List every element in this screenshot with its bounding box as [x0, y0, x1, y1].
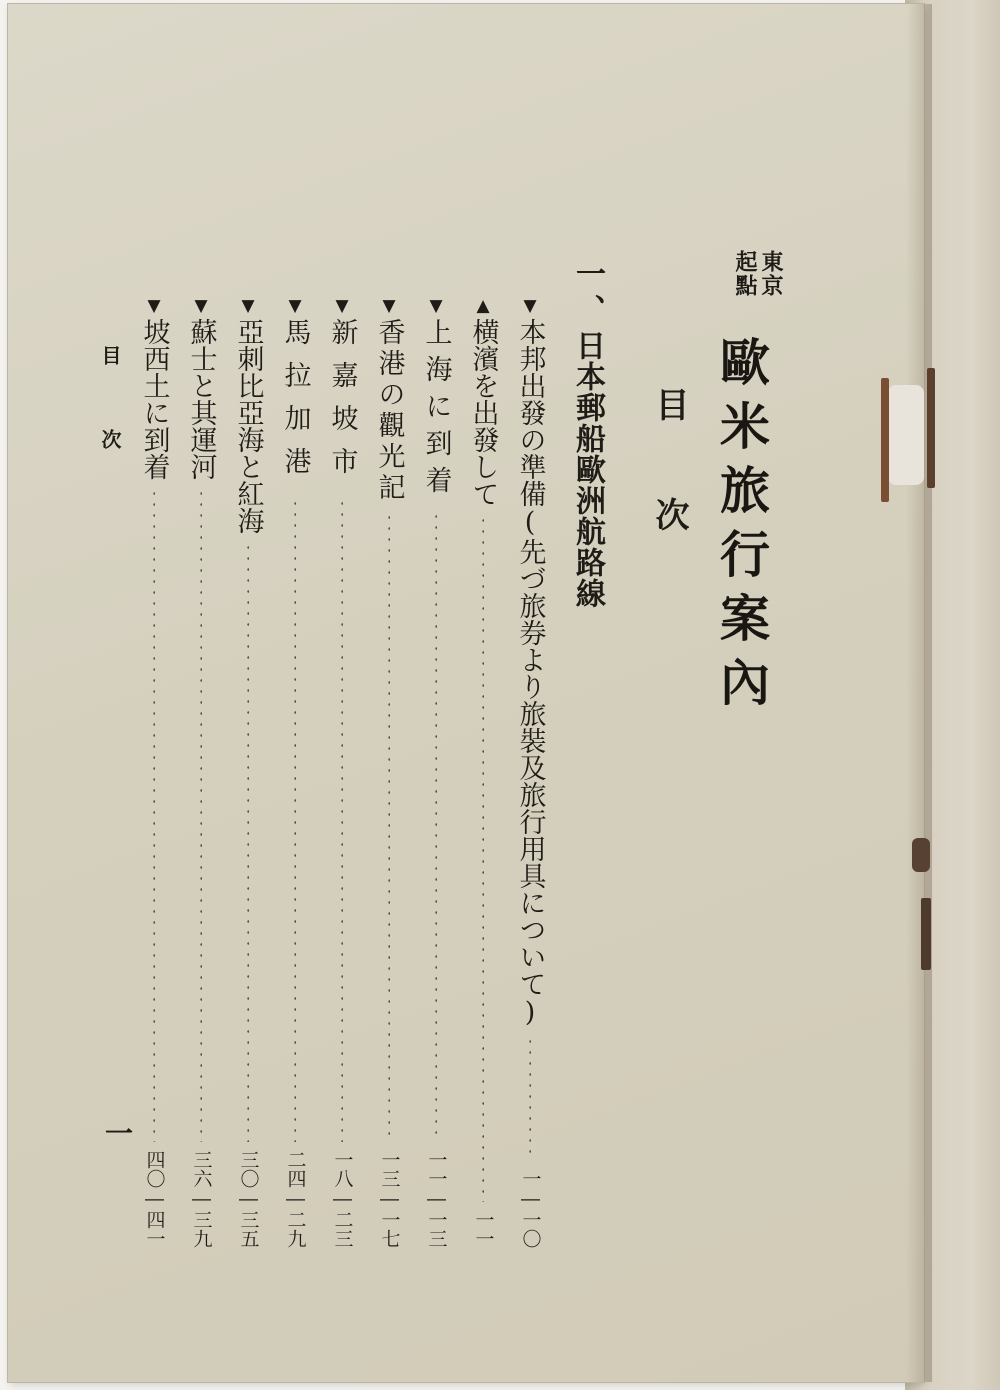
toc-entry — [322, 298, 362, 1248]
toc-entry-pages: 一三―一七 — [378, 1150, 401, 1248]
toc-entry — [369, 298, 409, 1248]
triangle-down-icon: ▼ — [335, 296, 349, 316]
toc-entry-title: 坡西土に到着 — [138, 318, 170, 480]
toc-entry-pages: 四〇―四一 — [143, 1150, 166, 1248]
toc-entry-title: 亞刺比亞海と紅海 — [232, 318, 264, 534]
title-prefix — [732, 250, 782, 330]
title-prefix-line: 東京 — [758, 250, 784, 298]
toc-entry — [416, 298, 456, 1248]
dot-leader — [247, 542, 249, 1142]
triangle-down-icon: ▼ — [523, 296, 537, 316]
triangle-down-icon: ▼ — [429, 296, 443, 316]
toc-entry-pages: 一八―二三 — [331, 1150, 354, 1248]
toc-heading: 目次 — [649, 387, 689, 607]
toc-entry-title: 本邦出發の準備(先づ旅券より旅裝及旅行用具について) — [514, 318, 546, 1028]
triangle-down-icon: ▼ — [241, 296, 255, 316]
triangle-down-icon: ▼ — [288, 296, 302, 316]
toc-entry — [510, 298, 550, 1248]
dot-leader — [294, 498, 296, 1142]
toc-entry — [463, 298, 503, 1248]
page-number: 一 — [105, 1117, 134, 1150]
toc-entry-title: 上海に到着 — [420, 318, 452, 503]
toc-entry-title: 横濱を出發して — [467, 318, 499, 507]
toc-entry-title: 香港の觀光記 — [373, 318, 405, 504]
staple-rust-mark — [881, 378, 889, 502]
section-title: 日本郵船歐洲航路線 — [570, 330, 605, 609]
toc-entry-pages: 三〇―三五 — [237, 1150, 260, 1248]
toc-entry — [228, 298, 268, 1248]
title-prefix-line: 起點 — [732, 250, 758, 298]
triangle-down-icon: ▼ — [382, 296, 396, 316]
toc-entry — [134, 298, 174, 1248]
toc-entry-title: 馬拉加港 — [279, 318, 311, 490]
book-title: 歐米旅行案內 — [712, 336, 771, 720]
toc-entry-pages: 一―一〇 — [519, 1169, 542, 1248]
toc-entry — [181, 298, 221, 1248]
toc-entry-pages: 一一 — [472, 1210, 495, 1248]
toc-entry-pages: 三六―三九 — [190, 1150, 213, 1248]
paper-tear — [888, 385, 924, 485]
toc-entry — [275, 298, 315, 1248]
staple-rust-mark — [921, 898, 931, 970]
dot-leader — [388, 512, 390, 1142]
dot-leader — [482, 515, 484, 1202]
dot-leader — [200, 488, 202, 1142]
running-head: 目次 — [98, 345, 122, 513]
toc-entry-pages: 二四―二九 — [284, 1150, 307, 1248]
triangle-down-icon: ▼ — [147, 296, 161, 316]
toc-entry-title: 新嘉坡市 — [326, 318, 358, 490]
spine-fold — [906, 4, 932, 1382]
dot-leader — [153, 488, 155, 1142]
dot-leader — [341, 498, 343, 1142]
section-heading — [570, 258, 605, 609]
dot-leader — [529, 1036, 531, 1161]
triangle-up-icon: ▲ — [476, 296, 490, 316]
toc-entry-title: 蘇士と其運河 — [185, 318, 217, 480]
dot-leader — [435, 511, 437, 1142]
section-number: 一、 — [570, 258, 605, 330]
triangle-down-icon: ▼ — [194, 296, 208, 316]
staple-rust-mark — [912, 838, 930, 872]
toc-entry-pages: 一一―一三 — [425, 1150, 448, 1248]
staple-rust-mark — [927, 368, 935, 488]
